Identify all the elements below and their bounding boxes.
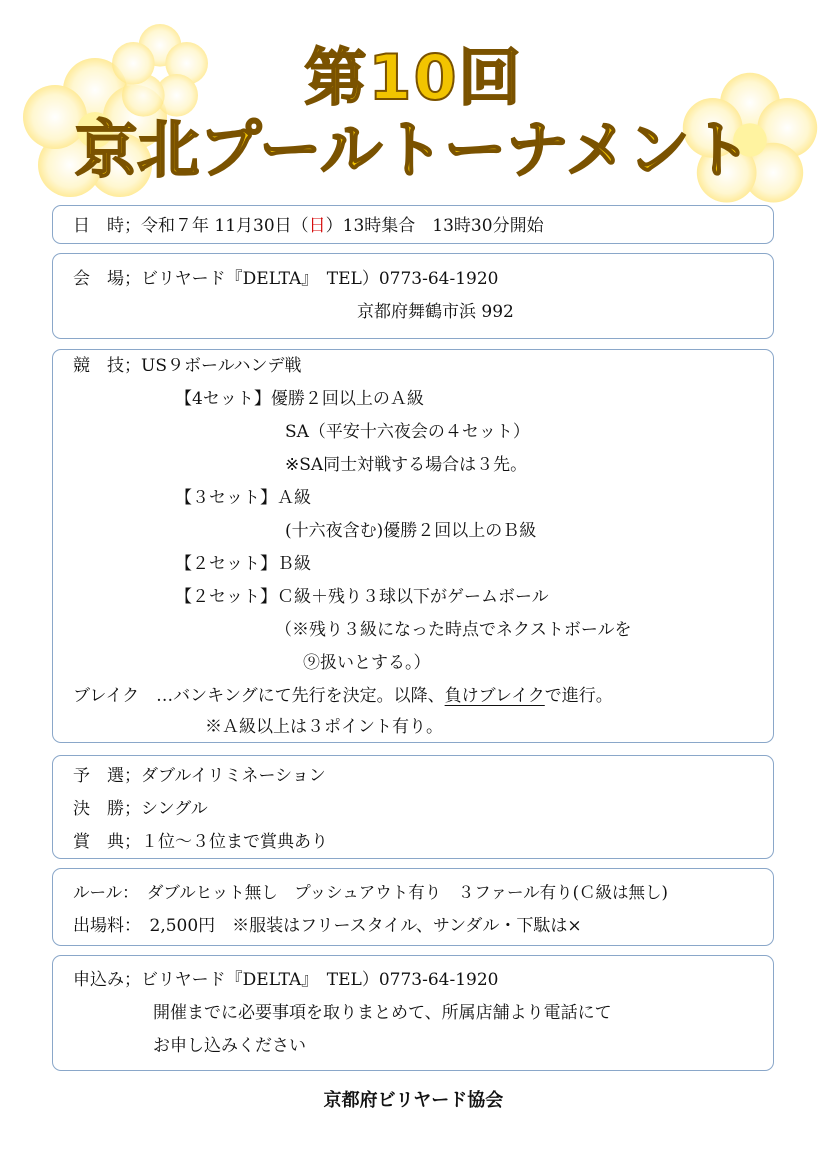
schedule-box bbox=[52, 205, 774, 244]
rules-line: ルール： ダブルヒット無し プッシュアウト有り ３ファール有り(Ｃ級は無し) bbox=[73, 883, 668, 902]
schedule-day: 日 bbox=[308, 216, 326, 236]
title-edition: 第10回 bbox=[304, 41, 523, 114]
organizer-name: 京都府ビリヤード協会 bbox=[323, 1090, 504, 1111]
final-line: 決 勝；シングル bbox=[73, 799, 208, 819]
break-rule-suffix: で進行。 bbox=[544, 686, 613, 706]
competition-label: 競 技； bbox=[73, 356, 141, 376]
venue-address: 京都府舞鶴市浜 992 bbox=[357, 302, 514, 322]
entry-line-1: 申込み；ビリヤード『DELTA』 TEL）0773-64-1920 bbox=[73, 970, 499, 990]
title-event-name: 京北プールトーナメント bbox=[75, 113, 752, 186]
competition-rule-sa: SA（平安十六夜会の４セット） bbox=[285, 422, 530, 442]
competition-line bbox=[73, 356, 301, 376]
competition-rule-3set-b: (十六夜含む)優勝２回以上のＢ級 bbox=[285, 521, 537, 541]
prelim-line: 予 選；ダブルイリミネーション bbox=[73, 766, 326, 786]
fee-line: 出場料： 2,500円 ※服装はフリースタイル、サンダル・下駄は× bbox=[73, 916, 582, 936]
rules-box bbox=[52, 868, 774, 946]
rounds-box bbox=[52, 755, 774, 859]
schedule-label: 日 時； bbox=[73, 216, 141, 236]
break-rule bbox=[73, 686, 613, 706]
competition-rule-c-note: （※残り３級になった時点でネクストボールを bbox=[275, 620, 632, 640]
competition-rule-2set-c: 【２セット】Ｃ級＋残り３球以下がゲームボール bbox=[175, 587, 549, 607]
venue-box bbox=[52, 253, 774, 339]
competition-rule-4set-a: 【4セット】優勝２回以上のＡ級 bbox=[175, 389, 424, 409]
competition-rule-c-note-2: ⑨扱いとする。） bbox=[303, 653, 431, 673]
entry-line-2: 開催までに必要事項を取りまとめて、所属店舗より電話にて bbox=[153, 1003, 612, 1023]
venue-line bbox=[73, 269, 498, 289]
entry-box bbox=[52, 955, 774, 1071]
break-rule-emphasis: 負けブレイク bbox=[444, 686, 545, 706]
schedule-line bbox=[73, 216, 544, 236]
schedule-date: 令和７年 11月30日（ bbox=[141, 216, 309, 236]
entry-line-3: お申し込みください bbox=[153, 1036, 306, 1056]
competition-rule-sa-note: ※SA同士対戦する場合は３先。 bbox=[285, 455, 528, 475]
competition-box bbox=[52, 349, 774, 743]
break-rule-note: ※Ａ級以上は３ポイント有り。 bbox=[205, 717, 443, 737]
competition-game: US９ボールハンデ戦 bbox=[141, 356, 302, 376]
competition-rule-3set: 【３セット】Ａ級 bbox=[175, 488, 311, 508]
break-rule-prefix: ブレイク …バンキングにて先行を決定。以降、 bbox=[73, 686, 445, 706]
schedule-time: ）13時集合 13時30分開始 bbox=[325, 216, 544, 236]
competition-rule-2set-b: 【２セット】Ｂ級 bbox=[175, 554, 311, 574]
venue-label: 会 場； bbox=[73, 269, 141, 289]
prize-line: 賞 典；１位～３位まで賞典あり bbox=[73, 832, 328, 852]
venue-name: ビリヤード『DELTA』 TEL）0773-64-1920 bbox=[141, 269, 499, 289]
